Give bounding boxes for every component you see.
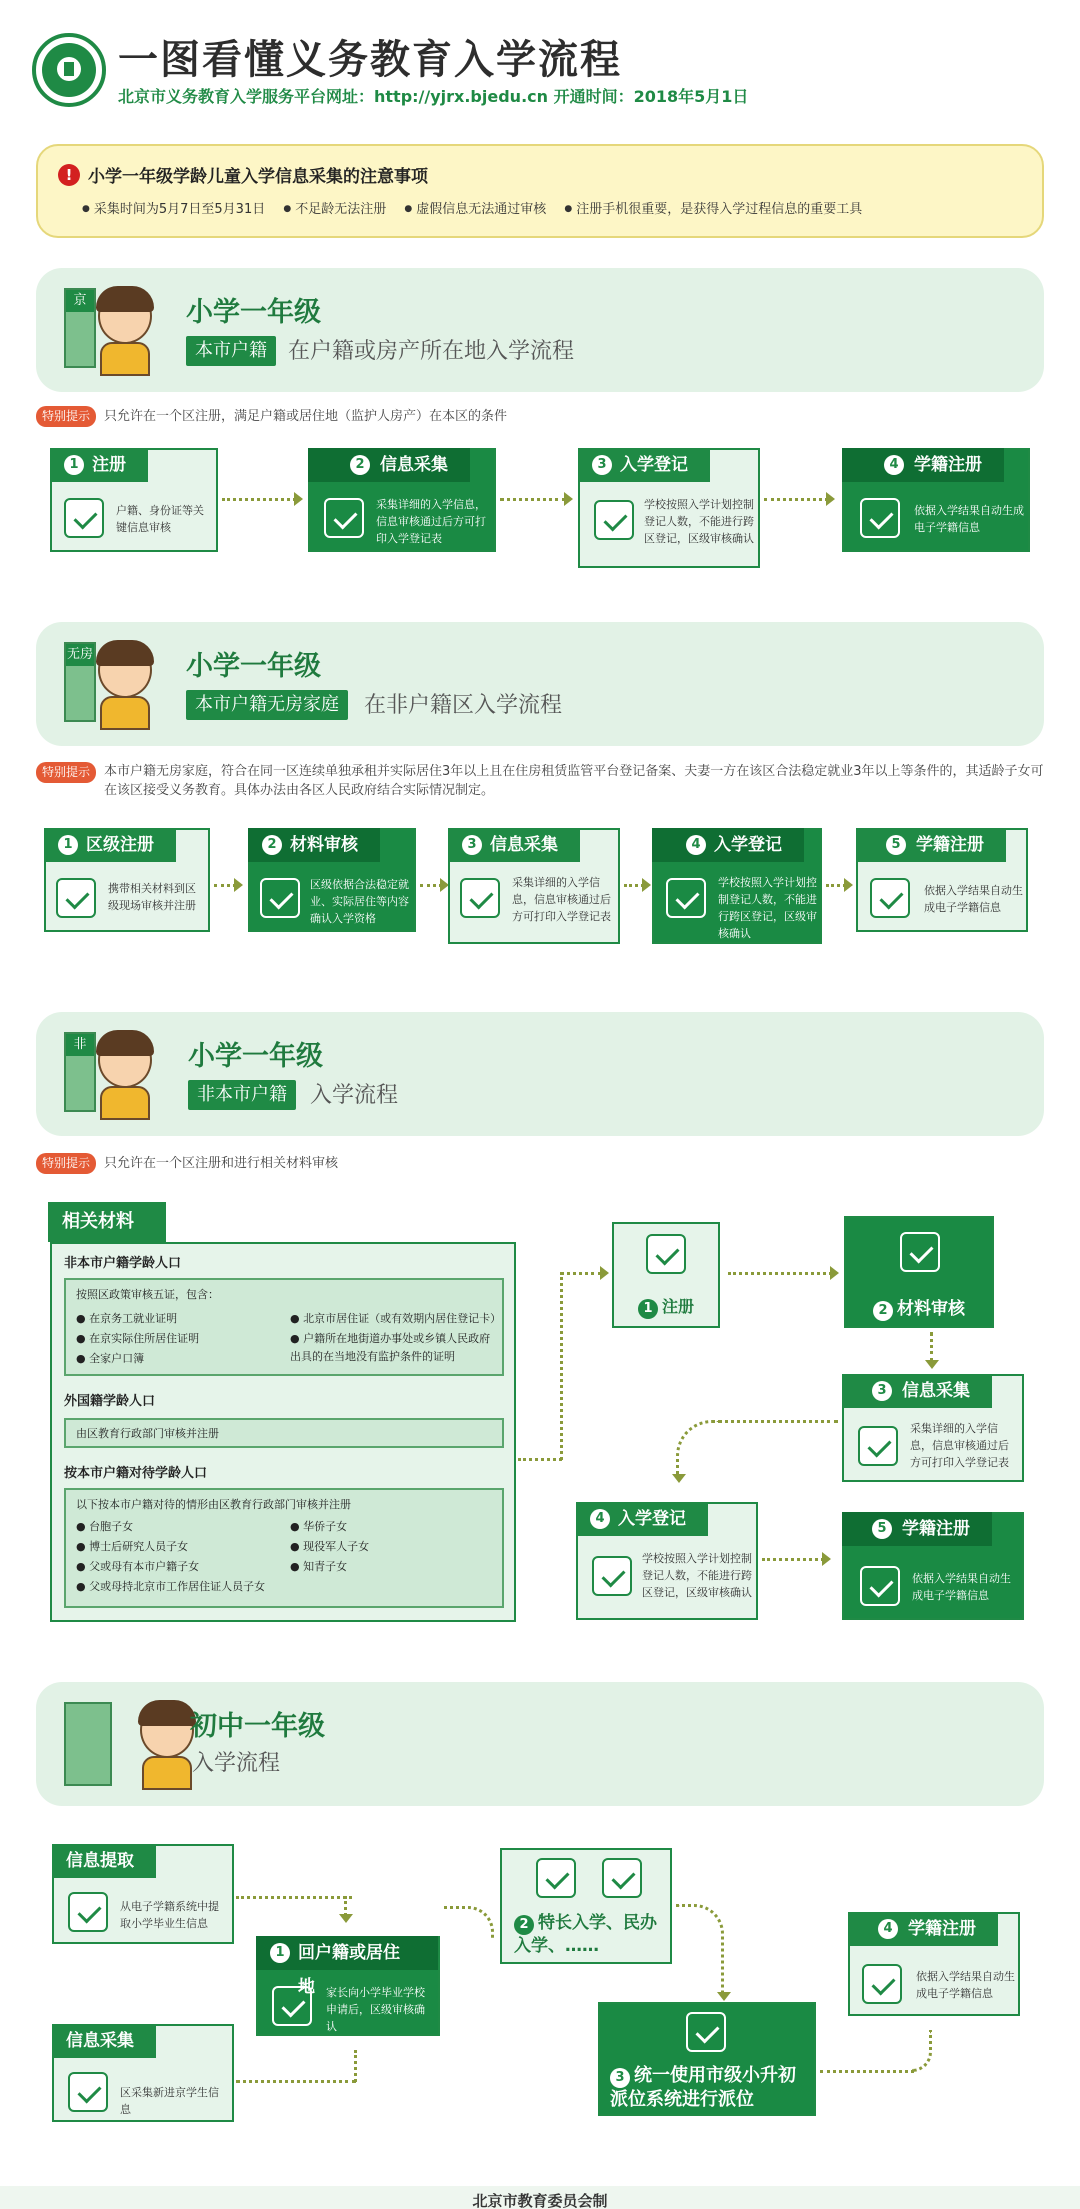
edit-form-icon bbox=[592, 1556, 632, 1596]
house-edit-icon bbox=[272, 1986, 312, 2026]
student-card-icon bbox=[860, 1566, 900, 1606]
section-desc: 在户籍或房产所在地入学流程 bbox=[288, 339, 575, 364]
step-enroll-register: 3 入学登记 学校按照入学计划控制登记人数，不能进行跨区登记，区级审核确认 bbox=[578, 448, 760, 568]
student-card-icon bbox=[862, 1964, 902, 2004]
step-return-household: 1 回户籍或居住地 家长向小学毕业学校申请后，区级审核确认 bbox=[256, 1936, 440, 2036]
edit-form-icon bbox=[594, 500, 634, 540]
section-1-banner bbox=[36, 268, 1044, 392]
section-3-banner bbox=[36, 1012, 1044, 1136]
child-illustration: 无房 bbox=[64, 640, 160, 730]
special-tip-text: 本市户籍无房家庭，符合在同一区连续单独承租并实际居住3年以上且在住房租赁监管平台登记备案、夫妻一方在该区合法稳定就业3年以上等条件的，其适龄子女可在该区接受义务教育。具体办法由各区人民政府结合实际情况制定。 bbox=[104, 764, 1044, 798]
notice-items bbox=[82, 198, 876, 217]
edit-form-icon bbox=[666, 878, 706, 918]
notice-item: ● 虚假信息无法通过审核 bbox=[404, 202, 546, 217]
beijing-education-logo bbox=[32, 33, 106, 107]
special-tip-badge: 特别提示 bbox=[36, 1153, 96, 1174]
refresh-list-icon bbox=[324, 498, 364, 538]
step-info-collect: 3 信息采集 采集详细的入学信息，信息审核通过后方可打印入学登记表 bbox=[842, 1374, 1024, 1482]
step-district-register: 1 区级注册 携带相关材料到区级现场审核并注册 bbox=[44, 828, 210, 932]
special-tip-badge: 特别提示 bbox=[36, 406, 96, 427]
trophy-icon bbox=[536, 1858, 576, 1898]
section-4-banner bbox=[36, 1682, 1044, 1806]
section-desc: 在非户籍区入学流程 bbox=[364, 693, 563, 718]
checklist-icon bbox=[646, 1234, 686, 1274]
private-school-icon bbox=[602, 1858, 642, 1898]
checklist-icon bbox=[56, 878, 96, 918]
footer-text: 北京市教育委员会制 bbox=[472, 2192, 608, 2209]
refresh-list-icon bbox=[460, 878, 500, 918]
monitor-export-icon bbox=[68, 1892, 108, 1932]
computer-sync-icon bbox=[686, 2012, 726, 2052]
info-collect-box: 信息采集 区采集新进京学生信息 bbox=[52, 2024, 234, 2122]
section-tag: 本市户籍 bbox=[186, 336, 276, 366]
notice-item: ● 不足龄无法注册 bbox=[283, 202, 386, 217]
step-info-collect: 3 信息采集 采集详细的入学信息，信息审核通过后方可打印入学登记表 bbox=[448, 828, 620, 944]
section-desc: 入学流程 bbox=[192, 1751, 281, 1776]
step-student-registry: 5 学籍注册 依据入学结果自动生成电子学籍信息 bbox=[856, 828, 1028, 932]
step-student-registry: 4 学籍注册 依据入学结果自动生成电子学籍信息 bbox=[848, 1912, 1020, 2016]
step-material-review: 2 材料审核 bbox=[844, 1216, 994, 1328]
special-tip-text: 只允许在一个区注册和进行相关材料审核 bbox=[104, 1156, 339, 1171]
special-tip-text: 只允许在一个区注册，满足户籍或居住地（监护人房产）在本区的条件 bbox=[104, 409, 508, 424]
page-title: 一图看懂义务教育入学流程 bbox=[118, 37, 622, 83]
student-card-icon bbox=[860, 498, 900, 538]
section-desc: 入学流程 bbox=[310, 1083, 399, 1108]
special-tip-badge: 特别提示 bbox=[36, 762, 96, 783]
step-register: 1 注册 bbox=[612, 1222, 720, 1328]
step-student-registry: 4 学籍注册 依据入学结果自动生成电子学籍信息 bbox=[842, 448, 1030, 552]
step-special-admission: 2 特长入学、民办入学、…… bbox=[500, 1848, 672, 1964]
step-student-registry: 5 学籍注册 依据入学结果自动生成电子学籍信息 bbox=[842, 1512, 1024, 1620]
check-circle-icon bbox=[260, 878, 300, 918]
document-search-icon bbox=[900, 1232, 940, 1272]
step-enroll-register: 4 入学登记 学校按照入学计划控制登记人数，不能进行跨区登记，区级审核确认 bbox=[576, 1502, 758, 1620]
section-2-banner bbox=[36, 622, 1044, 746]
section-title: 小学一年级 bbox=[186, 651, 321, 682]
register-check-icon bbox=[64, 498, 104, 538]
info-extract-box: 信息提取 从电子学籍系统中提取小学毕业生信息 bbox=[52, 1844, 234, 1944]
refresh-list-icon bbox=[858, 1426, 898, 1466]
notice-box bbox=[36, 144, 1044, 238]
step-district-allocation: 3 统一使用市级小升初派位系统进行派位 bbox=[598, 2002, 816, 2116]
step-material-review: 2 材料审核 区级依据合法稳定就业、实际居住等内容确认入学资格 bbox=[248, 828, 416, 932]
notice-item: ● 注册手机很重要，是获得入学过程信息的重要工具 bbox=[564, 202, 862, 217]
child-illustration: 京 bbox=[64, 286, 160, 376]
school-building-icon bbox=[64, 1702, 112, 1786]
refresh-list-icon bbox=[68, 2072, 108, 2112]
notice-item: ● 采集时间为5月7日至5月31日 bbox=[82, 202, 265, 217]
section-title: 初中一年级 bbox=[190, 1711, 325, 1742]
materials-panel: 非本市户籍学龄人口 按照区政策审核五证，包含： ● 在京务工就业证明 ● 在京实际住所居住证明 ● 全家户口簿 ● 北京市居住证（或有效期内居住登记卡） ● 户籍所在地街道办事处或乡镇人民政府出具的在当地没有监护条件的证明 外国籍学龄人口 由区教育行政部门审核并注册 按本市户籍对待学龄人口 以下按本市户籍对待的情形由区教育行政部门审核并注册 ● 台胞子女 ● 博士后研究人员子女 ● 父或母有本市户籍子女 ● 父或母持北京市工作居住证人员子女 ● 华侨子女 ● 现役军人子女 ● 知青子女 bbox=[50, 1242, 516, 1622]
page-subtitle: 北京市义务教育入学服务平台网址：http://yjrx.bjedu.cn 开通时间：2018年5月1日 bbox=[118, 87, 749, 106]
section-title: 小学一年级 bbox=[188, 1041, 323, 1072]
step-info-collect: 2 信息采集 采集详细的入学信息，信息审核通过后方可打印入学登记表 bbox=[308, 448, 496, 552]
student-card-icon bbox=[870, 878, 910, 918]
materials-tab: 相关材料 bbox=[48, 1202, 166, 1242]
step-enroll-register: 4 入学登记 学校按照入学计划控制登记人数，不能进行跨区登记，区级审核确认 bbox=[652, 828, 822, 944]
section-tag: 非本市户籍 bbox=[188, 1080, 296, 1110]
child-illustration: 非 bbox=[64, 1030, 160, 1120]
notice-title: 小学一年级学龄儿童入学信息采集的注意事项 bbox=[88, 167, 428, 187]
section-tag: 本市户籍无房家庭 bbox=[186, 690, 348, 720]
step-register: 1 注册 户籍、身份证等关键信息审核 bbox=[50, 448, 218, 552]
alert-icon: ! bbox=[58, 164, 80, 186]
section-title: 小学一年级 bbox=[186, 297, 321, 328]
child-illustration bbox=[106, 1700, 202, 1790]
